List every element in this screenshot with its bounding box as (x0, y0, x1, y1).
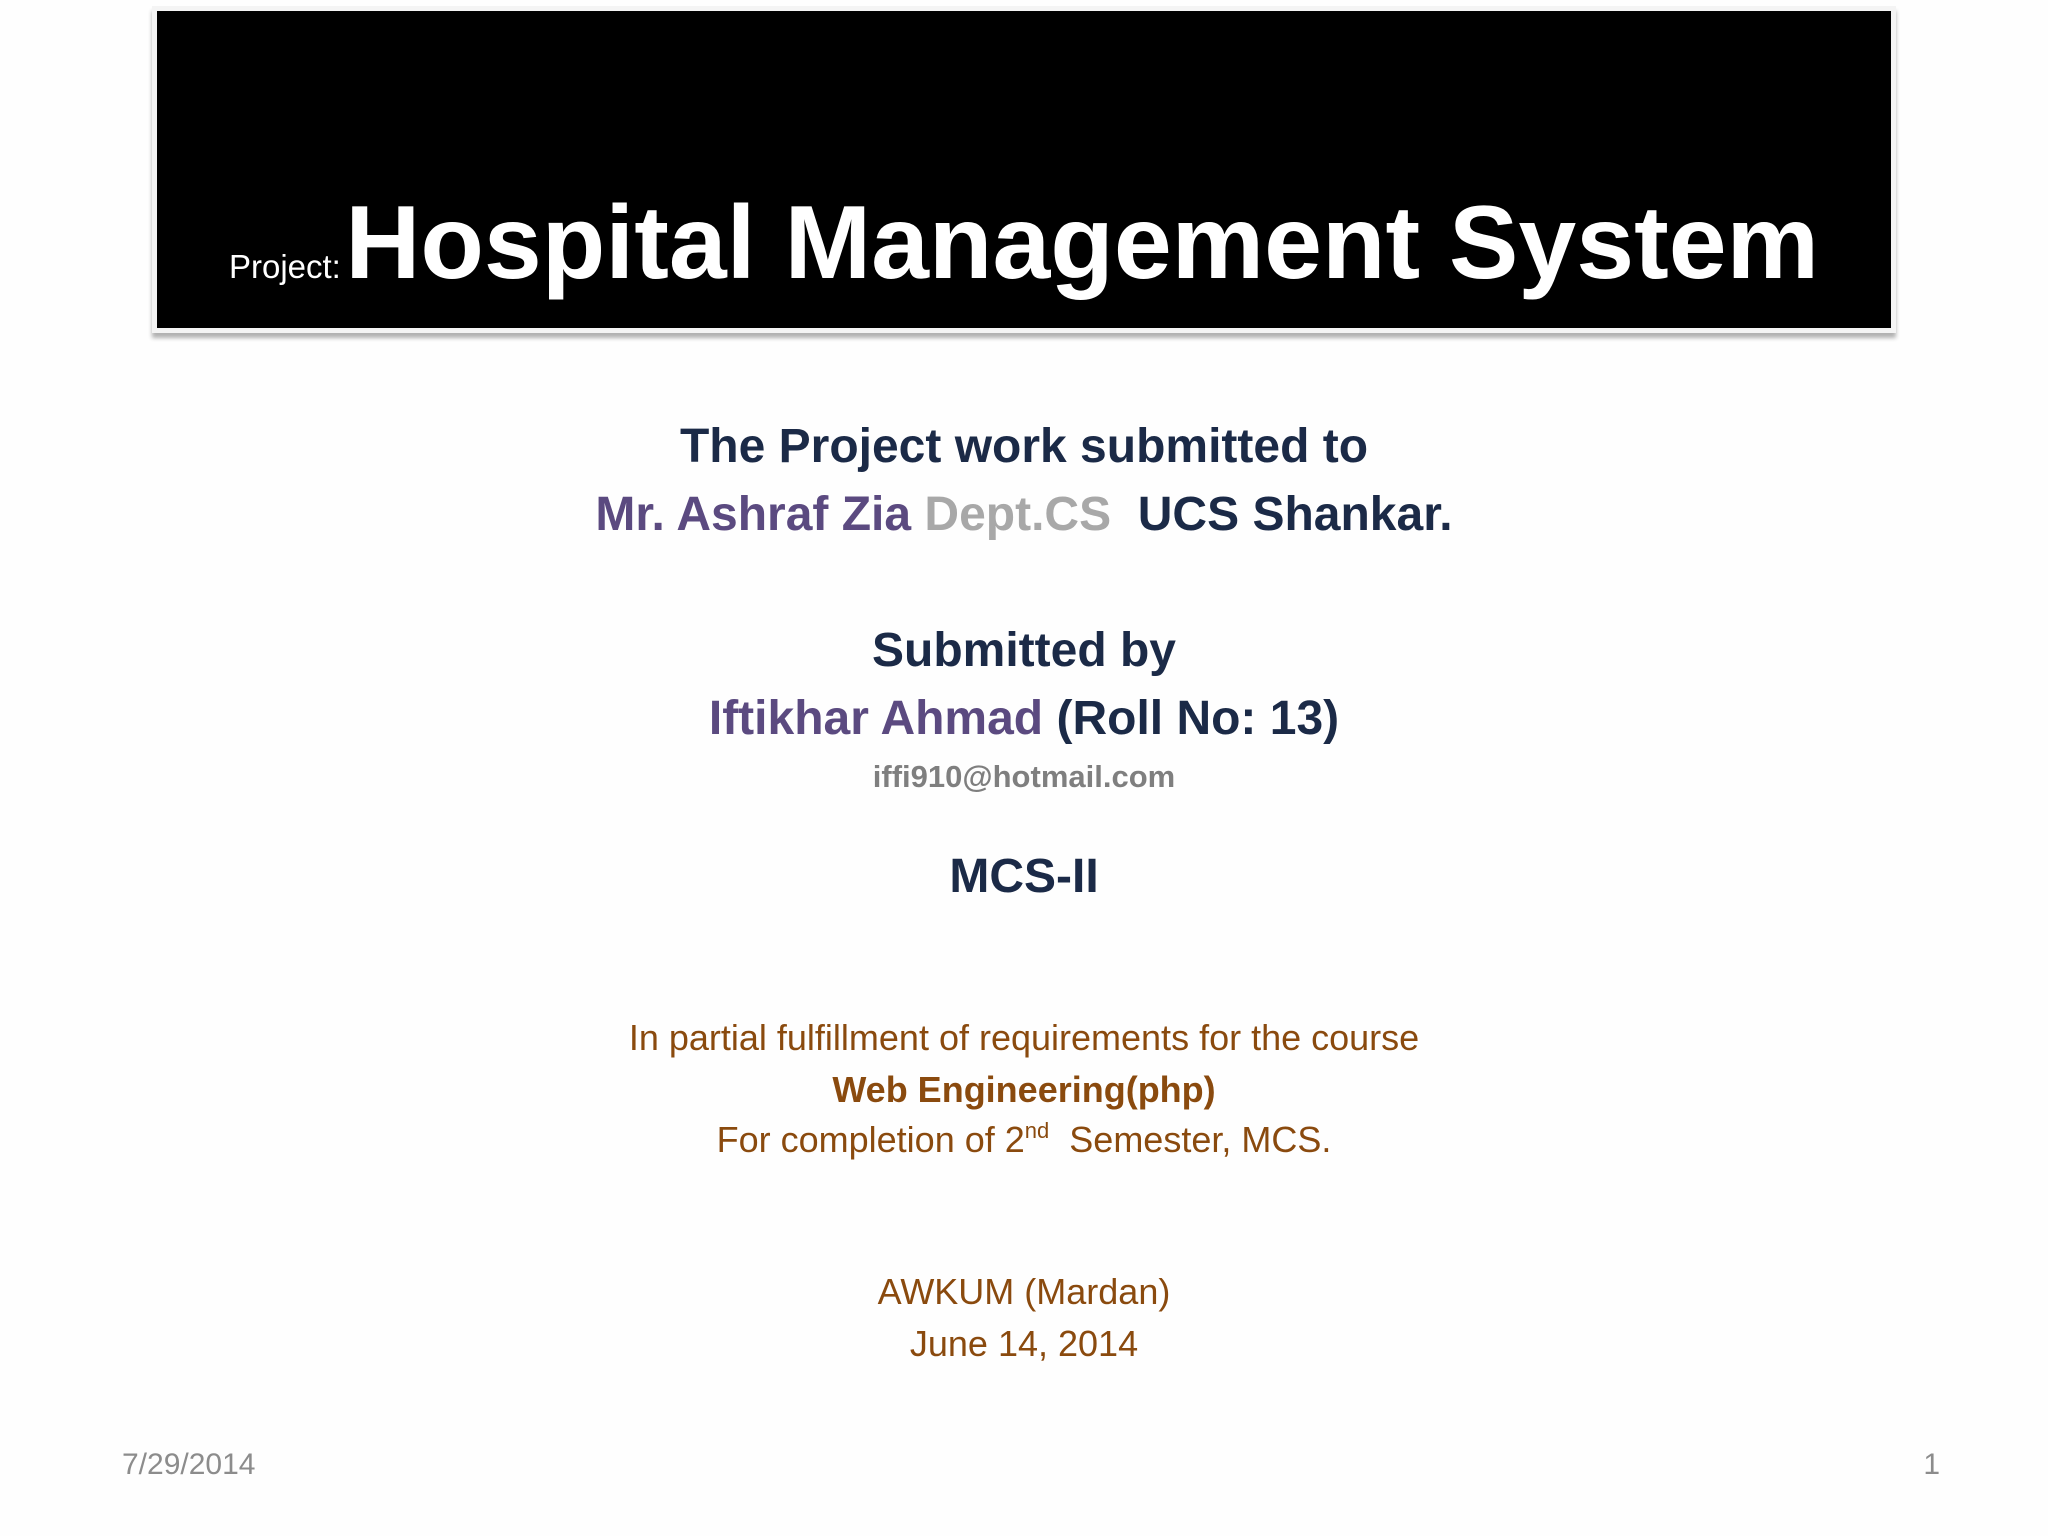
title-line (157, 185, 1891, 301)
completion-rest: Semester, MCS. (1069, 1119, 1332, 1160)
advisor-institution: UCS Shankar. (1137, 488, 1453, 541)
submitted-by-heading: Submitted by (871, 624, 1176, 677)
student-line (0, 690, 2048, 748)
completion-prefix: For completion of 2 (716, 1119, 1025, 1160)
student-name: Iftikhar Ahmad (708, 692, 1044, 745)
footer-date: 7/29/2014 (122, 1448, 256, 1481)
completion-ordinal-suffix: nd (1024, 1118, 1050, 1143)
completion-line (0, 1118, 2048, 1161)
advisor-name: Mr. Ashraf Zia (595, 488, 912, 541)
institution-name: AWKUM (Mardan) (877, 1271, 1171, 1312)
student-roll: (Roll No: 13) (1056, 692, 1340, 745)
fulfillment-text: In partial fulfillment of requirements for the course (628, 1017, 1420, 1058)
submission-date: June 14, 2014 (909, 1323, 1139, 1364)
page-number: 1 (1923, 1448, 1940, 1481)
program-label: MCS-II (949, 850, 1099, 903)
student-email: iffi910@hotmail.com (872, 759, 1176, 794)
title-banner (152, 6, 1896, 333)
title-prefix: Project: (228, 248, 341, 285)
slide-title: Hospital Management System (345, 185, 1820, 301)
advisor-dept: Dept.CS (924, 488, 1112, 541)
advisor-line (0, 486, 2048, 544)
course-name: Web Engineering(php) (832, 1069, 1216, 1110)
submitted-to-heading: The Project work submitted to (679, 420, 1369, 473)
